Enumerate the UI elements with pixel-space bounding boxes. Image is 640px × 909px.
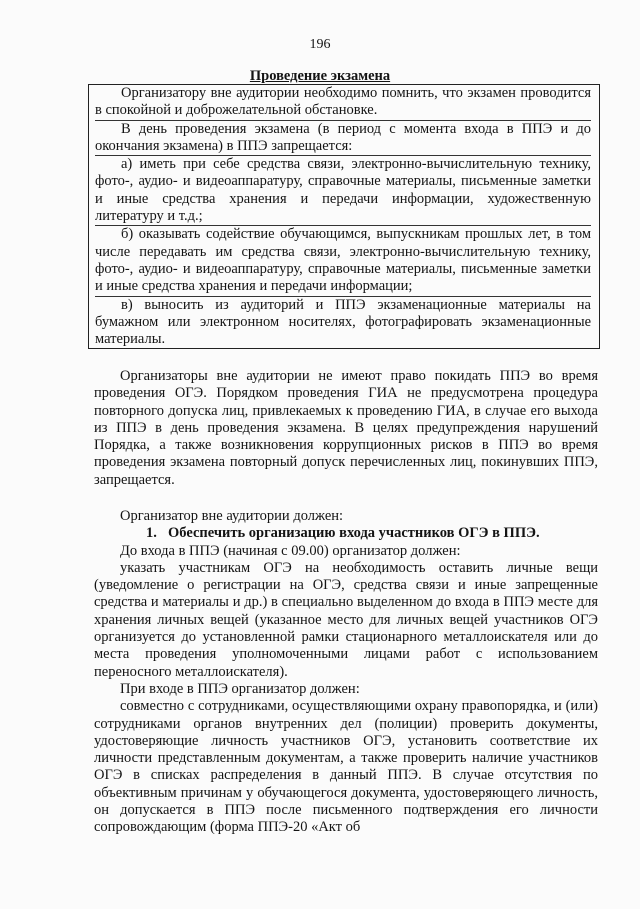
item-1-title: Обеспечить организацию входа участников ОГЭ в ППЭ. — [168, 525, 540, 542]
before-entry: До входа в ППЭ (начиная с 09.00) организатор должен: — [120, 542, 461, 559]
at-entry-text: совместно с сотрудниками, осуществляющими охрану правопорядка, и (или) сотрудниками органов внутренних дел (полиции) проверить документы, удостоверяющие личность участников ОГЭ, установить соответствие их личности представленным документам, а также проверить наличие участников ОГЭ в списках распределения в данный ППЭ. В случае отсутствия по объективным причинам у обучающегося документа, удостоверяющего личность, он допускается в ППЭ после письменного подтверждения его личности сопровождающим (форма ППЭ-20 «Акт об — [94, 698, 598, 836]
item-1-number: 1. — [146, 525, 157, 542]
box-paragraph-reminder: Организатору вне аудитории необходимо помнить, что экзамен проводится в спокойной и доброжелательной обстановке. — [95, 85, 591, 119]
leave-paragraph-block — [94, 368, 598, 489]
item-1-heading — [94, 525, 598, 542]
before-entry-text: указать участникам ОГЭ на необходимость оставить личные вещи (уведомление о регистрации на ОГЭ, средства связи и иные запрещенные средства и материалы и др.) в специально выделенном до входа в ППЭ месте для хранения личных вещей (указанное место для личных вещей участников ОГЭ организуется до установленной рамки стационарного металлоискателя или до места проведения уполномоченными лицами работ с использованием переносного металлоискателя). — [94, 559, 598, 680]
box-item-c: в) выносить из аудиторий и ППЭ экзаменационные материалы на бумажном или электронном носителях, фотографировать экзаменационные материалы. — [95, 296, 591, 348]
paragraph-leave: Организаторы вне аудитории не имеют право покидать ППЭ во время проведения ОГЭ. Порядком проведения ГИА не предусмотрена процедура повторного допуска лиц, привлекаемых к проведению ГИА, в случае его выхода из ППЭ в день проведения экзамена. В целях предупреждения нарушений Порядка, а также возникновения коррупционных рисков в ППЭ во время проведения экзамена повторный допуск перечисленных лиц, покинувших ППЭ, запрещается. — [94, 368, 598, 488]
duties-intro: Организатор вне аудитории должен: — [120, 508, 344, 524]
prohibitions-box — [88, 84, 600, 349]
page-number: 196 — [309, 37, 331, 52]
section-title: Проведение экзамена — [249, 68, 391, 84]
box-item-a: а) иметь при себе средства связи, электронно-вычислительную технику, фото-, аудио- и видеоаппаратуру, справочные материалы, письменные заметки и иные средства хранения и передачи информации, художественную литературу и т.д.; — [95, 156, 591, 225]
duties-block — [94, 508, 598, 837]
at-entry: При входе в ППЭ организатор должен: — [120, 680, 360, 697]
box-item-b: б) оказывать содействие обучающимся, выпускникам прошлых лет, в том числе передавать им средства связи, электронно-вычислительную технику, фото-, аудио- и видеоаппаратуру, справочные материалы, письменные заметки и иные средства хранения и передачи информации; — [95, 226, 591, 295]
box-paragraph-prohibited: В день проведения экзамена (в период с момента входа в ППЭ и до окончания экзамена) в ППЭ запрещается: — [95, 120, 591, 154]
